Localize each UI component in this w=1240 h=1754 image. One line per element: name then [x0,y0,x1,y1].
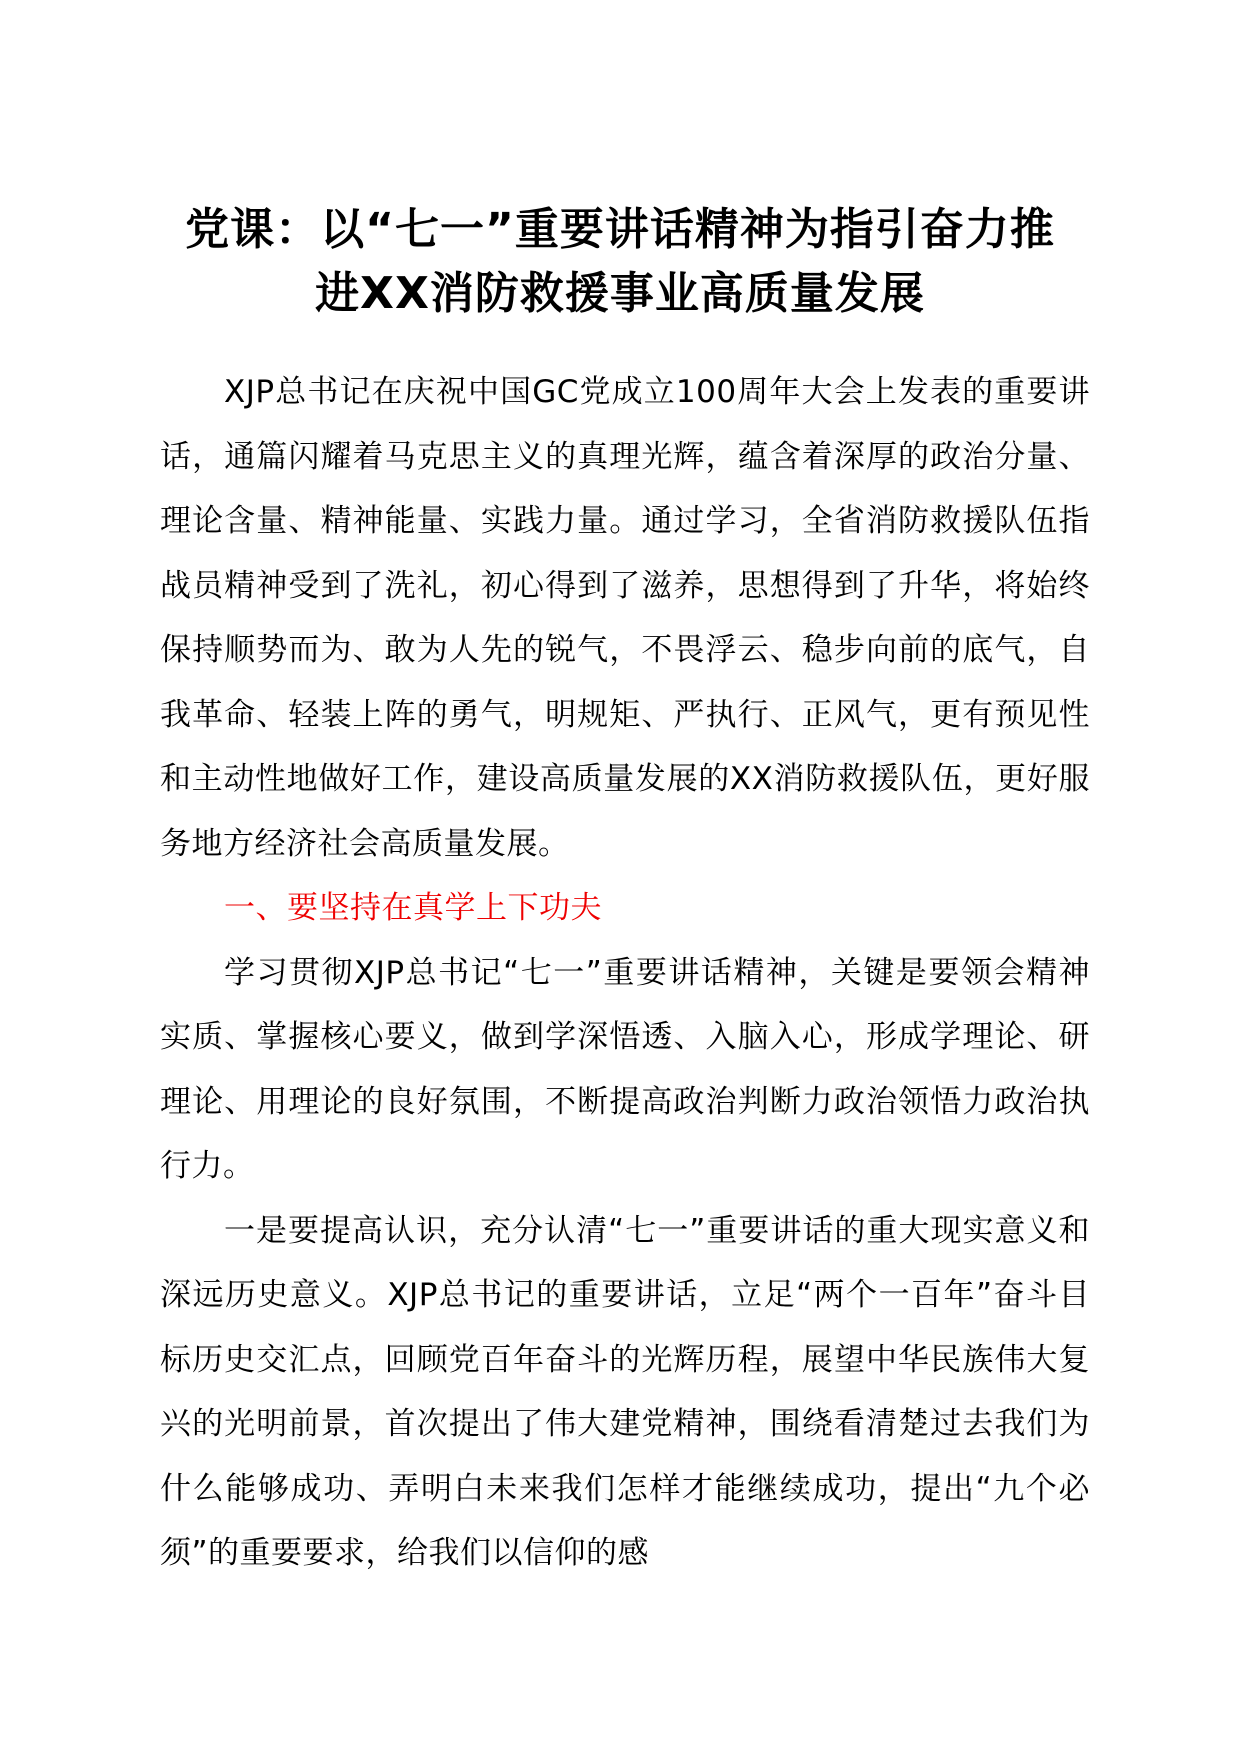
document-body [160,360,1090,1586]
document-title [140,198,1100,326]
title-line-1: 党课：以“七一”重要讲话精神为指引奋力推 [185,204,1055,255]
section-heading-1: 一、要坚持在真学上下功夫 [224,890,602,926]
paragraph-point-1: 一是要提高认识，充分认清“七一”重要讲话的重大现实意义和深远历史意义。XJP总书记的重要讲话，立足“两个一百年”奋斗目标历史交汇点，回顾党百年奋斗的光辉历程，展望中华民族伟大复兴的光明前景，首次提出了伟大建党精神，围绕看清楚过去我们为什么能够成功、弄明白未来我们怎样才能继续成功，提出“九个必须”的重要要求，给我们以信仰的感 [160,1212,1090,1571]
paragraph-section-1-summary: 学习贯彻XJP总书记“七一”重要讲话精神，关键是要领会精神实质、掌握核心要义，做到学深悟透、入脑入心，形成学理论、研理论、用理论的良好氛围，不断提高政治判断力政治领悟力政治执行力。 [160,954,1090,1184]
paragraph-intro: XJP总书记在庆祝中国GC党成立100周年大会上发表的重要讲话，通篇闪耀着马克思主义的真理光辉，蕴含着深厚的政治分量、理论含量、精神能量、实践力量。通过学习，全省消防救援队伍指战员精神受到了洗礼，初心得到了滋养，思想得到了升华，将始终保持顺势而为、敢为人先的锐气，不畏浮云、稳步向前的底气，自我革命、轻装上阵的勇气，明规矩、严执行、正风气，更有预见性和主动性地做好工作，建设高质量发展的XX消防救援队伍，更好服务地方经济社会高质量发展。 [160,374,1090,862]
title-line-2: 进XX消防救援事业高质量发展 [315,268,925,319]
